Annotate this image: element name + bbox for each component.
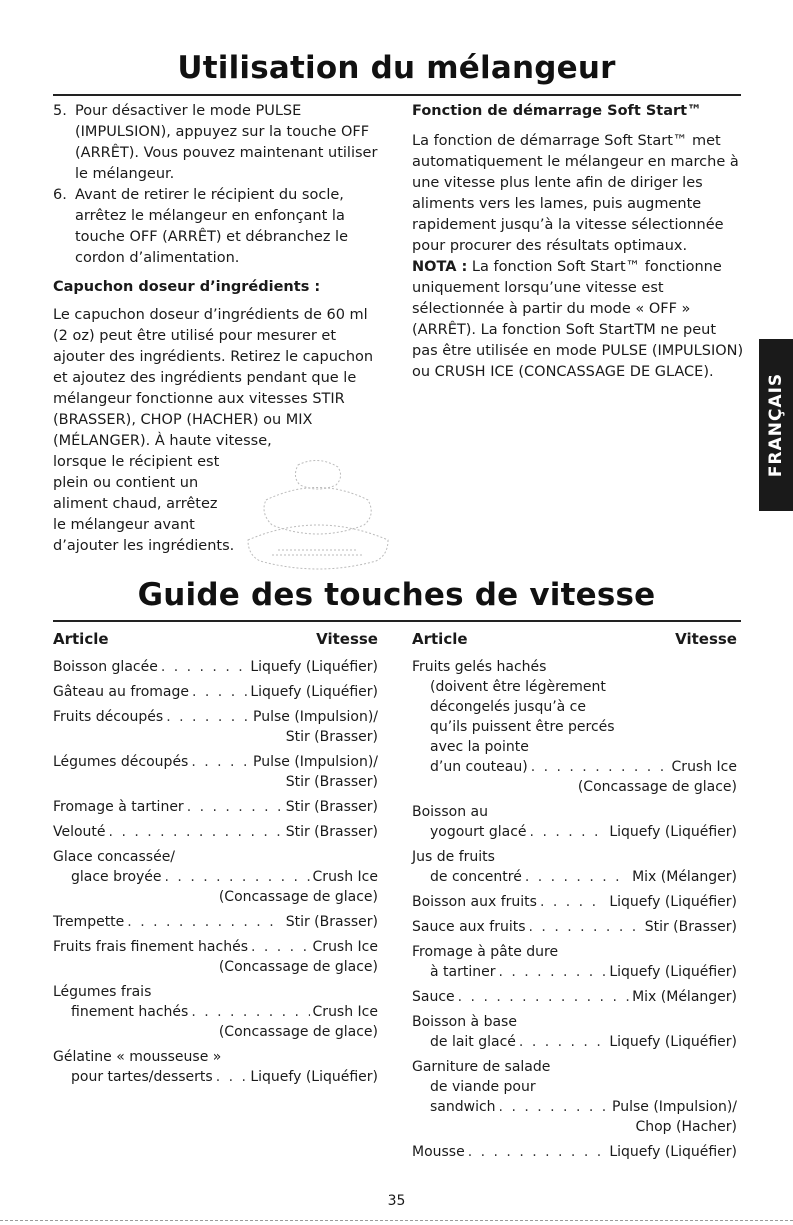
row-item-line: qu’ils puissent être percés — [430, 719, 615, 735]
row-main-line — [53, 752, 378, 772]
row-speed-continued: (Concassage de glace) — [218, 959, 378, 975]
dot-leader — [530, 822, 607, 842]
table-row — [412, 987, 737, 1007]
row-speed: Stir (Brasser) — [285, 799, 378, 815]
dot-leader — [127, 912, 282, 932]
row-item-line: Légumes frais — [53, 984, 152, 1000]
wrap-line: lorsque le récipient est — [53, 454, 220, 470]
row-item: Légumes découpés — [53, 754, 189, 770]
table-row — [412, 847, 737, 887]
table-row — [53, 657, 378, 677]
dot-leader — [216, 1067, 248, 1087]
row-item: Fruits frais finement hachés — [53, 939, 248, 955]
row-speed: Liquefy (Liquéfier) — [250, 659, 378, 675]
dot-leader — [191, 1002, 309, 1022]
row-item-line: Fromage à pâte dure — [412, 944, 559, 960]
row-item-line: Boisson à base — [412, 1014, 517, 1030]
speed-table-right — [412, 629, 737, 1167]
row-speed: Pulse (Impulsion)/ — [253, 709, 378, 725]
row-item-line: Boisson au — [412, 804, 488, 820]
row-speed-continued: Chop (Hacher) — [635, 1119, 737, 1135]
dot-leader — [498, 962, 606, 982]
row-main-line — [53, 1002, 378, 1022]
row-item-line: de viande pour — [430, 1079, 536, 1095]
row-main-line — [53, 1067, 378, 1087]
table-row — [412, 892, 737, 912]
row-main-line — [412, 962, 737, 982]
row-speed: Pulse (Impulsion)/ — [612, 1099, 737, 1115]
page-title: Utilisation du mélangeur — [177, 50, 616, 86]
row-speed-continued: (Concassage de glace) — [218, 1024, 378, 1040]
row-item: Trempette — [53, 914, 125, 930]
list-item — [53, 101, 383, 185]
row-item: Boisson glacée — [53, 659, 158, 675]
row-speed-continued: Stir (Brasser) — [285, 729, 378, 745]
dot-leader — [187, 797, 283, 817]
dot-leader — [161, 657, 248, 677]
table-row — [412, 1142, 737, 1162]
wrap-line: plein ou contient un — [53, 475, 199, 491]
dot-leader — [109, 822, 283, 842]
section-divider — [53, 620, 741, 622]
row-item-line: décongelés jusqu’à ce — [430, 699, 586, 715]
row-speed: Pulse (Impulsion)/ — [253, 754, 378, 770]
list-text: Avant de retirer le récipient du socle, arrêtez le mélangeur en enfonçant la touche OFF (ARRÊT) et débranchez le cordon d’alimentation. — [75, 187, 348, 266]
header-article: Article — [53, 630, 109, 648]
row-item: Fruits découpés — [53, 709, 164, 725]
dot-leader — [531, 757, 669, 777]
row-item: Velouté — [53, 824, 106, 840]
table-row — [412, 1057, 737, 1137]
list-item — [53, 185, 383, 269]
row-main-line — [53, 682, 378, 702]
table-header — [53, 629, 378, 649]
row-item-line: Garniture de salade — [412, 1059, 551, 1075]
header-vitesse: Vitesse — [675, 630, 737, 648]
header-article: Article — [412, 630, 468, 648]
table-row — [412, 917, 737, 937]
row-item: à tartiner — [430, 964, 496, 980]
nota-paragraph — [412, 257, 744, 383]
measuring-cap-illustration — [238, 455, 398, 570]
table-row — [53, 707, 378, 747]
soft-start-paragraph: La fonction de démarrage Soft Start™ met automatiquement le mélangeur en marche à une vitesse plus lente afin de diriger les aliments vers les lames, puis augmente rapidement jusqu’à la vitesse sélectionnée pour procurer des résultats optimaux. — [412, 133, 739, 254]
row-item: Sauce — [412, 989, 455, 1005]
row-item-line: Gélatine « mousseuse » — [53, 1049, 222, 1065]
table-row — [53, 847, 378, 907]
dot-leader — [191, 752, 250, 772]
row-speed: Crush Ice — [312, 939, 378, 955]
page-number: 35 — [387, 1193, 406, 1209]
dot-leader — [192, 682, 247, 702]
table-header — [412, 629, 737, 649]
right-column — [412, 101, 744, 383]
list-number: 5. — [53, 103, 67, 119]
row-speed: Liquefy (Liquéfier) — [250, 1069, 378, 1085]
wrap-line: le mélangeur avant — [53, 517, 195, 533]
row-speed: Stir (Brasser) — [644, 919, 737, 935]
dot-leader — [540, 892, 606, 912]
row-main-line — [53, 707, 378, 727]
row-main-line — [53, 937, 378, 957]
row-item: Gâteau au fromage — [53, 684, 189, 700]
row-main-line — [412, 1032, 737, 1052]
dot-leader — [525, 867, 629, 887]
row-item: Fromage à tartiner — [53, 799, 184, 815]
row-item: Boisson aux fruits — [412, 894, 537, 910]
dot-leader — [251, 937, 310, 957]
table-row — [412, 657, 737, 797]
table-row — [53, 982, 378, 1042]
capuchon-heading: Capuchon doseur d’ingrédients : — [53, 279, 321, 295]
row-speed: Crush Ice — [671, 759, 737, 775]
row-main-line — [412, 1142, 737, 1162]
dot-leader — [165, 867, 310, 887]
list-text: Pour désactiver le mode PULSE (IMPULSION), appuyez sur la touche OFF (ARRÊT). Vous pouvez maintenant utiliser le mélangeur. — [75, 103, 378, 182]
row-item-line: Glace concassée/ — [53, 849, 176, 865]
row-speed: Liquefy (Liquéfier) — [609, 1034, 737, 1050]
row-main-line — [53, 657, 378, 677]
row-speed: Mix (Mélanger) — [632, 989, 737, 1005]
row-item: Sauce aux fruits — [412, 919, 526, 935]
table-row — [53, 797, 378, 817]
row-item: de lait glacé — [430, 1034, 516, 1050]
row-speed: Liquefy (Liquéfier) — [609, 824, 737, 840]
header-vitesse: Vitesse — [316, 630, 378, 648]
table-row — [53, 822, 378, 842]
row-main-line — [412, 867, 737, 887]
row-item-line: (doivent être légèrement — [430, 679, 606, 695]
table-row — [53, 937, 378, 977]
capuchon-paragraph: Le capuchon doseur d’ingrédients de 60 ml (2 oz) peut être utilisé pour mesurer et ajouter des ingrédients. Retirez le capuchon et ajoutez des ingrédients pendant que le mélangeur fonctionne aux vitesses STIR (BRASSER), CHOP (HACHER) ou MIX (MÉLANGER). À haute vitesse, — [53, 307, 374, 449]
row-main-line — [412, 917, 737, 937]
soft-start-heading: Fonction de démarrage Soft Start™ — [412, 103, 702, 119]
language-tab — [759, 339, 793, 511]
row-speed: Mix (Mélanger) — [632, 869, 737, 885]
row-speed-continued: Stir (Brasser) — [285, 774, 378, 790]
instruction-list — [53, 101, 383, 269]
row-item: d’un couteau) — [430, 759, 528, 775]
row-speed-continued: (Concassage de glace) — [577, 779, 737, 795]
speed-table-left — [53, 629, 378, 1092]
dot-leader — [468, 1142, 607, 1162]
row-item-line: Jus de fruits — [412, 849, 495, 865]
title-divider — [53, 94, 741, 96]
table-row — [53, 752, 378, 792]
table-row — [53, 912, 378, 932]
row-main-line — [412, 822, 737, 842]
dot-leader — [499, 1097, 609, 1117]
table-row — [412, 1012, 737, 1052]
dot-leader — [529, 917, 642, 937]
section-title: Guide des touches de vitesse — [137, 577, 656, 613]
row-item: yogourt glacé — [430, 824, 527, 840]
wrap-line: aliment chaud, arrêtez — [53, 496, 218, 512]
wrap-line: d’ajouter les ingrédients. — [53, 538, 235, 554]
row-item: de concentré — [430, 869, 522, 885]
row-item: sandwich — [430, 1099, 496, 1115]
row-main-line — [53, 822, 378, 842]
row-main-line — [412, 757, 737, 777]
table-row — [53, 682, 378, 702]
row-main-line — [53, 797, 378, 817]
row-speed: Stir (Brasser) — [285, 914, 378, 930]
row-main-line — [53, 912, 378, 932]
row-item: Mousse — [412, 1144, 465, 1160]
row-item-line: avec la pointe — [430, 739, 529, 755]
row-main-line — [412, 892, 737, 912]
dot-leader — [519, 1032, 606, 1052]
row-item: finement hachés — [71, 1004, 189, 1020]
nota-text: La fonction Soft Start™ fonctionne uniquement lorsqu’une vitesse est sélectionnée à partir du mode « OFF » (ARRÊT). La fonction Soft StartTM ne peut pas être utilisée en mode PULSE (IMPULSION) ou CRUSH ICE (CONCASSAGE DE GLACE). — [412, 259, 744, 380]
dot-leader — [166, 707, 250, 727]
row-speed: Stir (Brasser) — [285, 824, 378, 840]
row-speed: Crush Ice — [312, 1004, 378, 1020]
table-row — [412, 942, 737, 982]
dot-leader — [458, 987, 629, 1007]
row-speed: Liquefy (Liquéfier) — [609, 1144, 737, 1160]
row-item: glace broyée — [71, 869, 162, 885]
row-item: pour tartes/desserts — [71, 1069, 213, 1085]
row-main-line — [53, 867, 378, 887]
row-speed: Liquefy (Liquéfier) — [250, 684, 378, 700]
row-item-line: Fruits gelés hachés — [412, 659, 547, 675]
row-speed: Crush Ice — [312, 869, 378, 885]
list-number: 6. — [53, 187, 67, 203]
language-tab-label: FRANÇAIS — [766, 372, 786, 478]
row-speed-continued: (Concassage de glace) — [218, 889, 378, 905]
row-main-line — [412, 987, 737, 1007]
row-speed: Liquefy (Liquéfier) — [609, 894, 737, 910]
row-main-line — [412, 1097, 737, 1117]
table-row — [412, 802, 737, 842]
row-speed: Liquefy (Liquéfier) — [609, 964, 737, 980]
page-bottom-edge — [0, 1220, 793, 1222]
table-row — [53, 1047, 378, 1087]
nota-label: NOTA : — [412, 259, 468, 275]
